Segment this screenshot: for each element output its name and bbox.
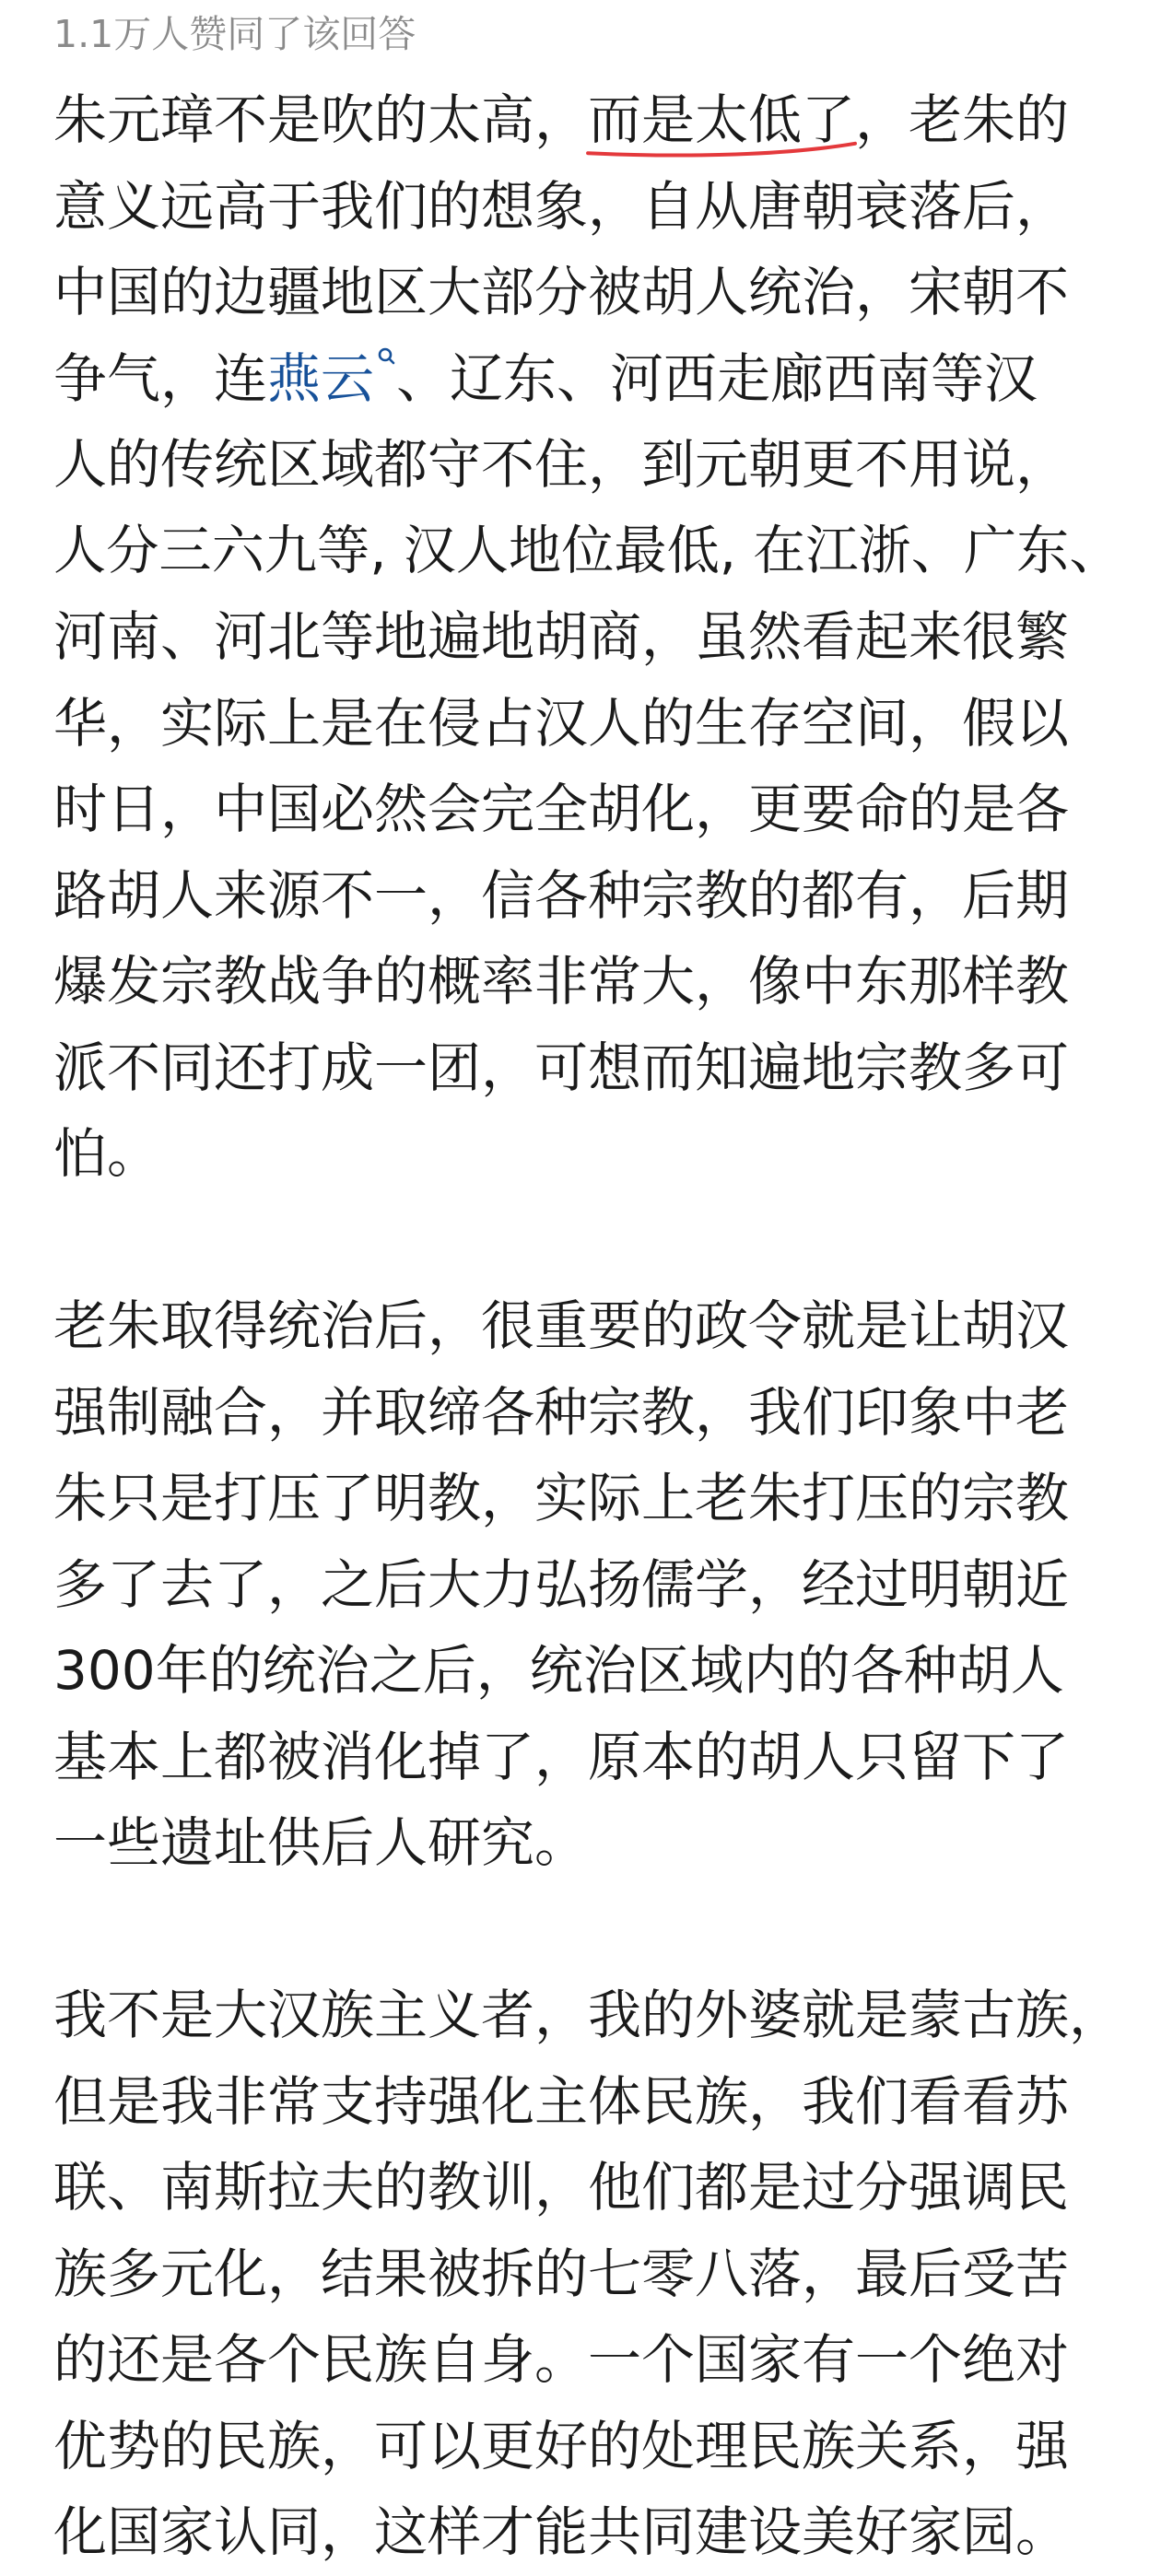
text-line: 人的传统区域都守不住，到元朝更不用说， (53, 433, 1070, 496)
text-segment: 、辽东、河西走廊西南等汉 (396, 346, 1038, 410)
text-line: 的还是各个民族自身。一个国家有一个绝对 (53, 2328, 1070, 2391)
text-line: 派不同还打成一团，可想而知遍地宗教多可 (53, 1036, 1070, 1099)
text-line: 河南、河北等地遍地胡商，虽然看起来很繁 (53, 605, 1070, 668)
text-line: 强制融合，并取缔各种宗教，我们印象中老 (53, 1380, 1070, 1444)
text-line: 300年的统治之后，统治区域内的各种胡人 (53, 1639, 1064, 1702)
text-line: 优势的民族，可以更好的处理民族关系，强 (53, 2414, 1070, 2477)
text-line: 人分三六九等, 汉人地位最低, 在江浙、广东、 (53, 520, 1122, 581)
text-line: 意义远高于我们的想象，自从唐朝衰落后， (53, 174, 1070, 238)
answer-paragraph-3 (53, 1973, 1122, 2576)
text-line: 但是我非常支持强化主体民族，我们看看苏 (53, 2069, 1070, 2133)
answer-body (53, 77, 1122, 2576)
text-segment: 朱元璋不是吹的太高， (53, 88, 589, 151)
text-line: 中国的边疆地区大部分被胡人统治，宋朝不 (53, 261, 1070, 323)
text-line: 朱只是打压了明教，实际上老朱打压的宗教 (53, 1467, 1070, 1529)
text-line: 华，实际上是在侵占汉人的生存空间，假以 (53, 691, 1070, 755)
text-line (53, 77, 1122, 164)
text-line: 怕。 (53, 1122, 161, 1185)
text-line: 多了去了，之后大力弘扬儒学，经过明朝近 (53, 1552, 1070, 1616)
answer-paragraph-1 (53, 77, 1122, 1198)
answer-paragraph-2 (53, 1283, 1122, 1887)
text-segment: ，老朱的 (855, 88, 1070, 151)
highlighted-text-label: 而是太低了 (588, 88, 856, 151)
keyword-link-label: 燕云 (267, 346, 375, 410)
text-segment: 争气，连 (53, 346, 268, 410)
text-line: 联、南斯拉夫的教训，他们都是过分强调民 (53, 2156, 1070, 2219)
keyword-link-yanyun[interactable] (267, 347, 396, 410)
search-icon (376, 345, 396, 373)
text-line: 我不是大汉族主义者，我的外婆就是蒙古族， (53, 1984, 1123, 2046)
red-underline-mark (582, 136, 861, 160)
text-line: 族多元化，结果被拆的七零八落，最后受苦 (53, 2242, 1070, 2305)
text-line: 路胡人来源不一，信各种宗教的都有，后期 (53, 863, 1070, 927)
text-line (53, 336, 1122, 423)
text-line: 爆发宗教战争的概率非常大，像中东那样教 (53, 950, 1070, 1013)
agree-count-label: 1.1万人赞同了该回答 (53, 12, 416, 56)
highlighted-text (588, 77, 855, 164)
text-line: 一些遗址供后人研究。 (53, 1811, 589, 1874)
text-line: 化国家认同，这样才能共同建设美好家园。 (53, 2500, 1070, 2563)
text-line: 老朱取得统治后，很重要的政令就是让胡汉 (53, 1294, 1070, 1357)
text-line: 时日，中国必然会完全胡化，更要命的是各 (53, 778, 1070, 840)
text-line: 基本上都被消化掉了，原本的胡人只留下了 (53, 1725, 1070, 1788)
